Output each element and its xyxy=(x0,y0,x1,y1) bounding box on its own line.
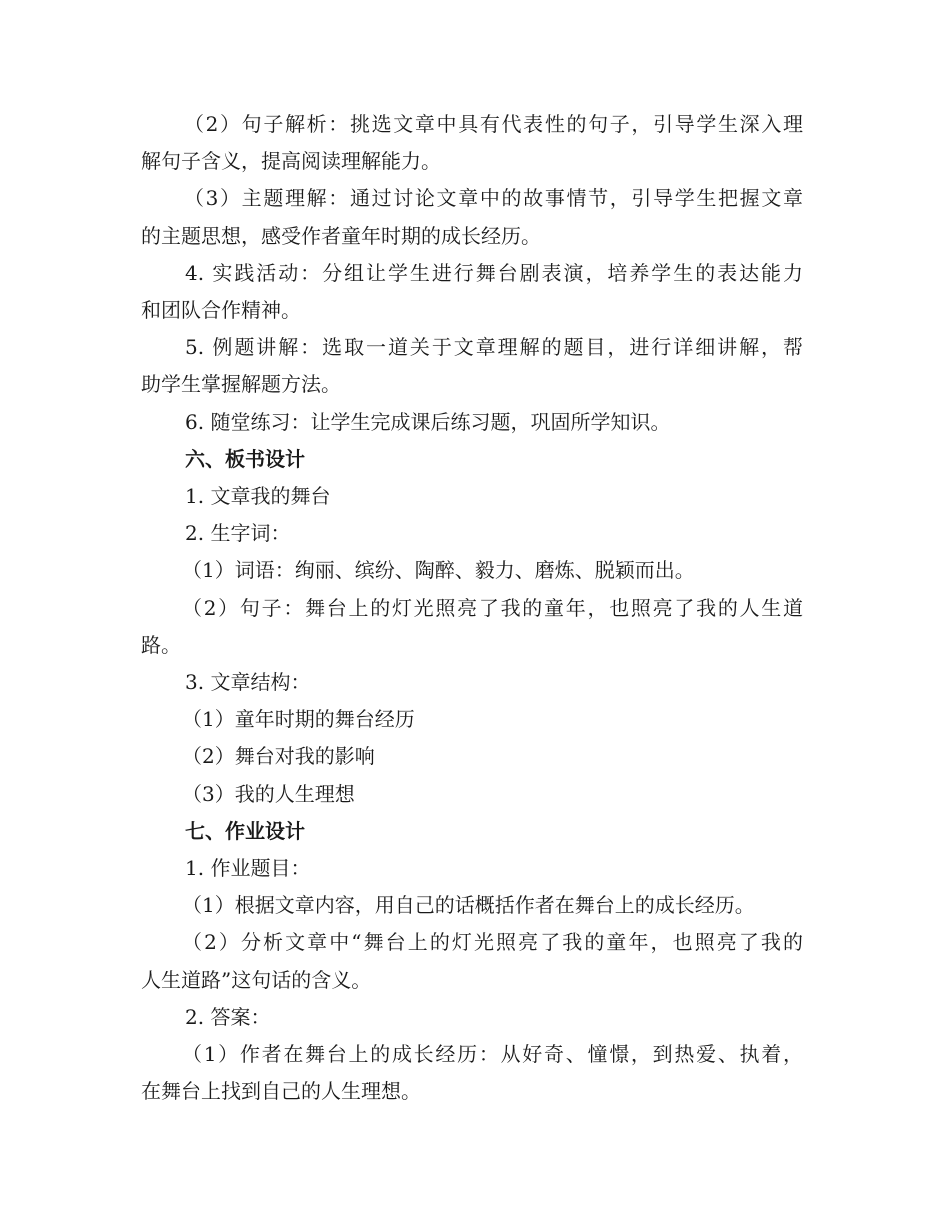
paragraph-line: 人生道路”这句话的含义。 xyxy=(141,967,372,992)
paragraph-line: 5. 例题讲解：选取一道关于文章理解的题目，进行详细讲解，帮 xyxy=(185,335,803,360)
list-item: 1. 文章我的舞台 xyxy=(185,484,331,509)
list-item: （2）舞台对我的影响 xyxy=(182,744,375,769)
paragraph-line: （3）主题理解：通过讨论文章中的故事情节，引导学生把握文章 xyxy=(184,186,803,211)
paragraph-line: 6. 随堂练习：让学生完成课后练习题，巩固所学知识。 xyxy=(185,409,671,434)
paragraph-line: 4. 实践活动：分组让学生进行舞台剧表演，培养学生的表达能力 xyxy=(185,260,803,285)
paragraph-line: 解句子含义，提高阅读理解能力。 xyxy=(141,149,441,174)
list-item: 3. 文章结构： xyxy=(185,670,311,695)
paragraph-line: （2）句子解析：挑选文章中具有代表性的句子，引导学生深入理 xyxy=(184,112,803,136)
section-heading-board-design: 六、板书设计 xyxy=(185,446,305,471)
paragraph-line: 和团队合作精神。 xyxy=(141,298,301,323)
list-item: （1）词语：绚丽、缤纷、陶醉、毅力、磨炼、脱颖而出。 xyxy=(182,558,695,583)
list-item: （1）根据文章内容，用自己的话概括作者在舞台上的成长经历。 xyxy=(182,893,755,918)
list-item: （3）我的人生理想 xyxy=(182,781,355,806)
paragraph-line: 助学生掌握解题方法。 xyxy=(141,372,341,397)
document-body xyxy=(141,106,803,1110)
list-item: 2. 生字词： xyxy=(185,521,291,546)
list-item: （2）句子：舞台上的灯光照亮了我的童年，也照亮了我的人生道 xyxy=(182,595,803,620)
paragraph-line: 的主题思想，感受作者童年时期的成长经历。 xyxy=(141,223,541,248)
list-item: （2）分析文章中“舞台上的灯光照亮了我的童年，也照亮了我的 xyxy=(182,930,803,955)
paragraph-line: 在舞台上找到自己的人生理想。 xyxy=(141,1079,421,1104)
list-item: （1）作者在舞台上的成长经历：从好奇、憧憬，到热爱、执着， xyxy=(182,1042,803,1067)
section-heading-homework-design: 七、作业设计 xyxy=(185,818,305,843)
list-item: 2. 答案： xyxy=(185,1004,271,1029)
paragraph-line: 路。 xyxy=(141,632,181,657)
list-item: （1）童年时期的舞台经历 xyxy=(182,707,415,732)
list-item: 1. 作业题目： xyxy=(185,856,311,881)
